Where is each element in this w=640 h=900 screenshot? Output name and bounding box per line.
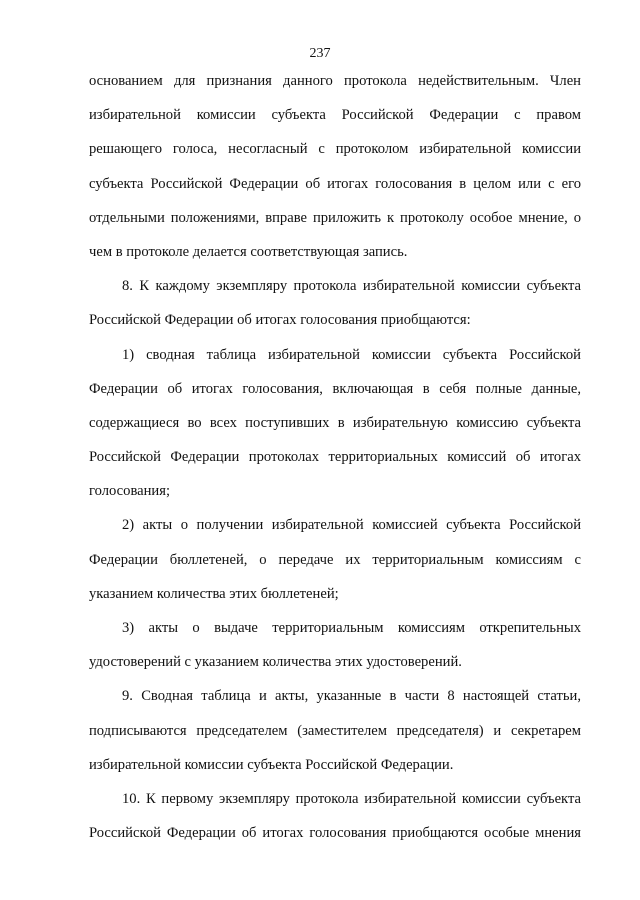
paragraph-item-10: [89, 782, 581, 850]
text-line: 1) сводная таблица избирательной комиссии субъекта Российской: [122, 346, 581, 363]
text-line: указанием количества этих бюллетеней;: [89, 585, 339, 602]
text-line: субъекта Российской Федерации об итогах голосования в целом или с его: [89, 175, 581, 192]
text-line: отдельными положениями, вправе приложить к протоколу особое мнение, о: [89, 209, 581, 226]
text-line: содержащиеся во всех поступивших в избирательную комиссию субъекта: [89, 414, 581, 431]
text-line: Федерации об итогах голосования, включающая в себя полные данные,: [89, 380, 581, 397]
text-line: 8. К каждому экземпляру протокола избирательной комиссии субъекта: [122, 278, 581, 295]
text-line: чем в протоколе делается соответствующая запись.: [89, 243, 408, 260]
paragraph-item-8: [89, 269, 581, 337]
text-line: Российской Федерации об итогах голосования приобщаются особые мнения: [89, 825, 581, 842]
text-line: удостоверений с указанием количества этих удостоверений.: [89, 654, 462, 671]
text-line: голосования;: [89, 483, 171, 500]
text-line: 10. К первому экземпляру протокола избирательной комиссии субъекта: [122, 790, 581, 807]
text-line: 9. Сводная таблица и акты, указанные в части 8 настоящей статьи,: [122, 688, 581, 705]
text-line: Российской Федерации протоколах территориальных комиссий об итогах: [89, 449, 581, 466]
paragraph-continuation: [89, 64, 581, 269]
paragraph-item-9: [89, 679, 581, 782]
paragraph-item-8-3: [89, 611, 581, 679]
text-line: подписываются председателем (заместителем председателя) и секретарем: [89, 722, 581, 739]
text-line: 2) акты о получении избирательной комиссией субъекта Российской: [122, 517, 581, 534]
text-line: решающего голоса, несогласный с протоколом избирательной комиссии: [89, 141, 581, 158]
text-line: избирательной комиссии субъекта Российской Федерации.: [89, 756, 454, 773]
text-line: Федерации бюллетеней, о передаче их территориальным комиссиям с: [89, 551, 581, 568]
document-body: [89, 64, 581, 850]
paragraph-item-8-1: [89, 338, 581, 509]
paragraph-item-8-2: [89, 508, 581, 611]
text-line: 3) акты о выдаче территориальным комиссиям открепительных: [122, 620, 581, 636]
text-line: Российской Федерации об итогах голосования приобщаются:: [89, 312, 471, 329]
text-line: избирательной комиссии субъекта Российской Федерации с правом: [89, 107, 581, 124]
page-number: 237: [309, 46, 331, 61]
text-line: основанием для признания данного протокола недействительным. Член: [89, 73, 581, 89]
